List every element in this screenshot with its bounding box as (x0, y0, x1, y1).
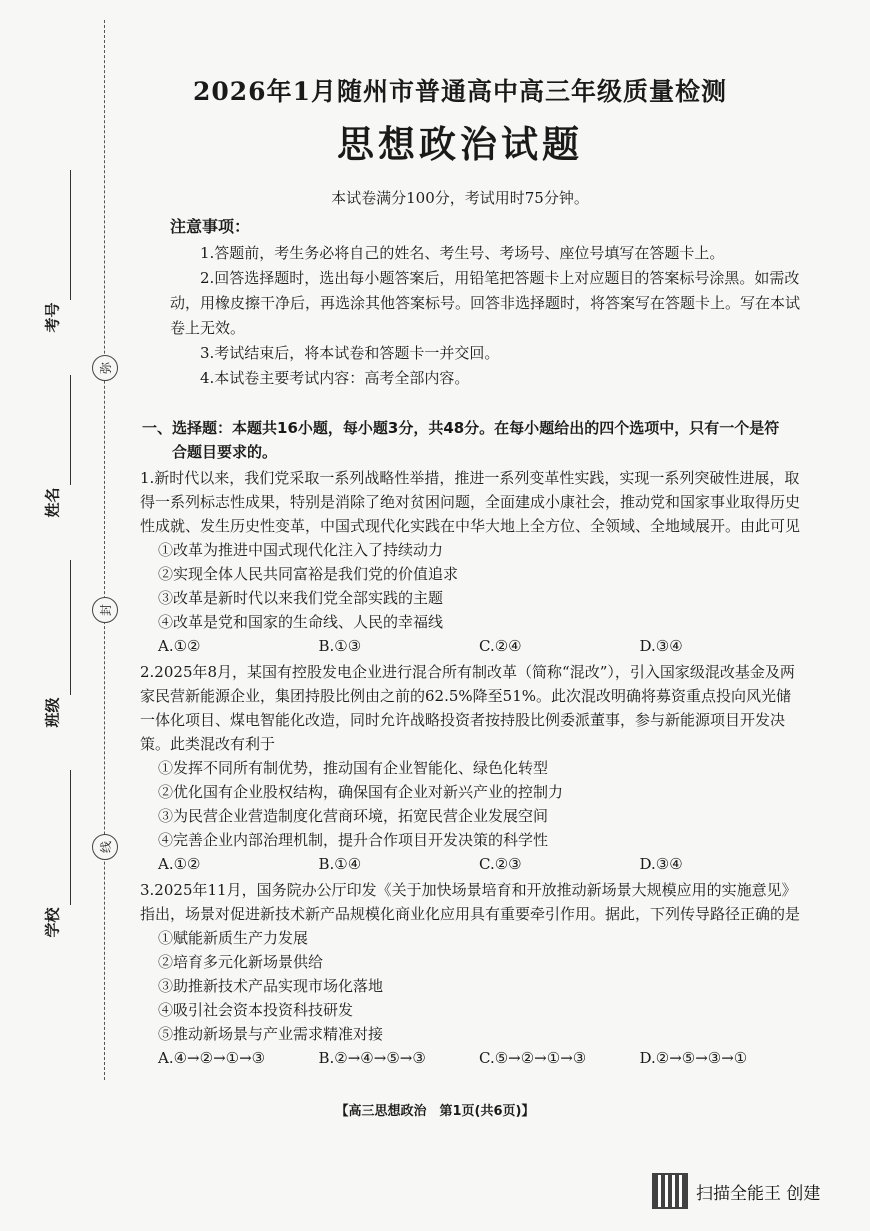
notes-title: 注意事项： (170, 217, 251, 236)
statement: ②优化国有企业股权结构，确保国有企业对新兴产业的控制力 (158, 783, 564, 801)
choice-a: A.①② (158, 855, 201, 873)
choice-b: B.②→④→⑤→③ (318, 1049, 426, 1067)
choice-d: D.③④ (639, 855, 683, 873)
section-heading-line2: 合题目要求的。 (172, 443, 278, 461)
question-stem: 3.2025年11月，国务院办公厅印发《关于加快场景培育和开放推动新场景大规模应用的实施意见》指出，场景对促进新技术新产品规模化商业化应用具有重要牵引作用。据此，下列传导路径正确的是 (140, 881, 801, 923)
field-label: 学校 (43, 907, 62, 938)
question-1 (140, 466, 800, 658)
answer-choices (140, 634, 800, 658)
choice-a: A.①② (158, 637, 201, 655)
qr-code-icon (652, 1173, 688, 1209)
seal-char: 线 (92, 834, 118, 860)
note-item: 3.考试结束后，将本试卷和答题卡一并交回。 (200, 344, 500, 362)
exam-subject-title: 思想政治试题 (337, 122, 583, 166)
question-2 (140, 660, 800, 876)
statement: ①发挥不同所有制优势，推动国有企业智能化、绿色化转型 (158, 759, 549, 777)
choice-c: C.②④ (479, 637, 522, 655)
underline (70, 170, 71, 300)
seal-char: 封 (92, 597, 118, 623)
statement: ⑤推动新场景与产业需求精准对接 (158, 1025, 384, 1043)
note-item: 1.答题前，考生务必将自己的姓名、考生号、考场号、座位号填写在答题卡上。 (200, 244, 725, 262)
statement: ①改革为推进中国式现代化注入了持续动力 (158, 541, 444, 559)
statement: ④完善企业内部治理机制，提升合作项目开发决策的科学性 (158, 831, 549, 849)
question-section (140, 416, 800, 1070)
field-label: 班级 (43, 697, 62, 728)
underline (70, 560, 71, 695)
choice-b: B.①④ (318, 855, 362, 873)
note-item: 4.本试卷主要考试内容：高考全部内容。 (200, 369, 470, 387)
notes (170, 214, 810, 391)
section-heading (140, 416, 800, 464)
answer-choices (140, 1046, 800, 1070)
statement: ③助推新技术产品实现市场化落地 (158, 977, 384, 995)
note-item: 2.回答选择题时，选出每小题答案后，用铅笔把答题卡上对应题目的答案标号涂黑。如需改动，用橡皮擦干净后，再选涂其他答案标号。回答非选择题时，将答案写在答题卡上。写在本试卷上无效。 (170, 269, 801, 337)
section-heading-line1: 一、选择题：本题共16小题，每小题3分，共48分。在每小题给出的四个选项中，只有一个是符 (142, 419, 780, 437)
statement: ④改革是党和国家的生命线、人民的幸福线 (158, 613, 444, 631)
question-3 (140, 878, 800, 1070)
exam-title: 2026年1月随州市普通高中高三年级质量检测 (193, 77, 727, 106)
choice-d: D.②→⑤→③→① (639, 1049, 748, 1067)
answer-choices (140, 852, 800, 876)
choice-c: C.⑤→②→①→③ (479, 1049, 587, 1067)
statement: ①赋能新质生产力发展 (158, 929, 309, 947)
seal-char: 弥 (92, 355, 118, 381)
field-label: 姓名 (43, 487, 62, 518)
statement: ③为民营企业营造制度化营商环境，拓宽民营企业发展空间 (158, 807, 549, 825)
watermark-text: 扫描全能王 创建 (696, 1183, 821, 1204)
choice-d: D.③④ (639, 637, 683, 655)
scanner-watermark (652, 1173, 820, 1209)
choice-a: A.④→②→①→③ (158, 1049, 266, 1067)
question-stem: 1.新时代以来，我们党采取一系列战略性举措，推进一系列变革性实践，实现一系列突破性进展，取得一系列标志性成果，特别是消除了绝对贫困问题，全面建成小康社会，推动党和国家事业取得历史性成就、发生历史性变革，中国式现代化实践在中华大地上全方位、全领域、全地域展开。由此可见 (140, 469, 801, 535)
underline (70, 375, 71, 485)
page-footer: 【高三思想政治 第1页(共6页)】 (335, 1104, 535, 1119)
choice-b: B.①③ (318, 637, 362, 655)
underline (70, 770, 71, 905)
binding-dashed-line (104, 20, 105, 1080)
statement: ③改革是新时代以来我们党全部实践的主题 (158, 589, 444, 607)
choice-c: C.②③ (479, 855, 522, 873)
field-label: 考号 (43, 302, 62, 333)
statement: ②实现全体人民共同富裕是我们党的价值追求 (158, 565, 459, 583)
exam-header (150, 72, 770, 168)
exam-info: 本试卷满分100分，考试用时75分钟。 (331, 189, 589, 207)
statement: ②培育多元化新场景供给 (158, 953, 324, 971)
question-stem: 2.2025年8月，某国有控股发电企业进行混合所有制改革（简称“混改”），引入国家级混改基金及两家民营新能源企业，集团持股比例由之前的62.5%降至51%。此次混改明确将募资重点投向风光储一体化项目、煤电智能化改造，同时允许战略投资者按持股比例委派董事，参与新能源项目开发决策。此类混改有利于 (140, 663, 795, 753)
statement: ④吸引社会资本投资科技研发 (158, 1001, 354, 1019)
